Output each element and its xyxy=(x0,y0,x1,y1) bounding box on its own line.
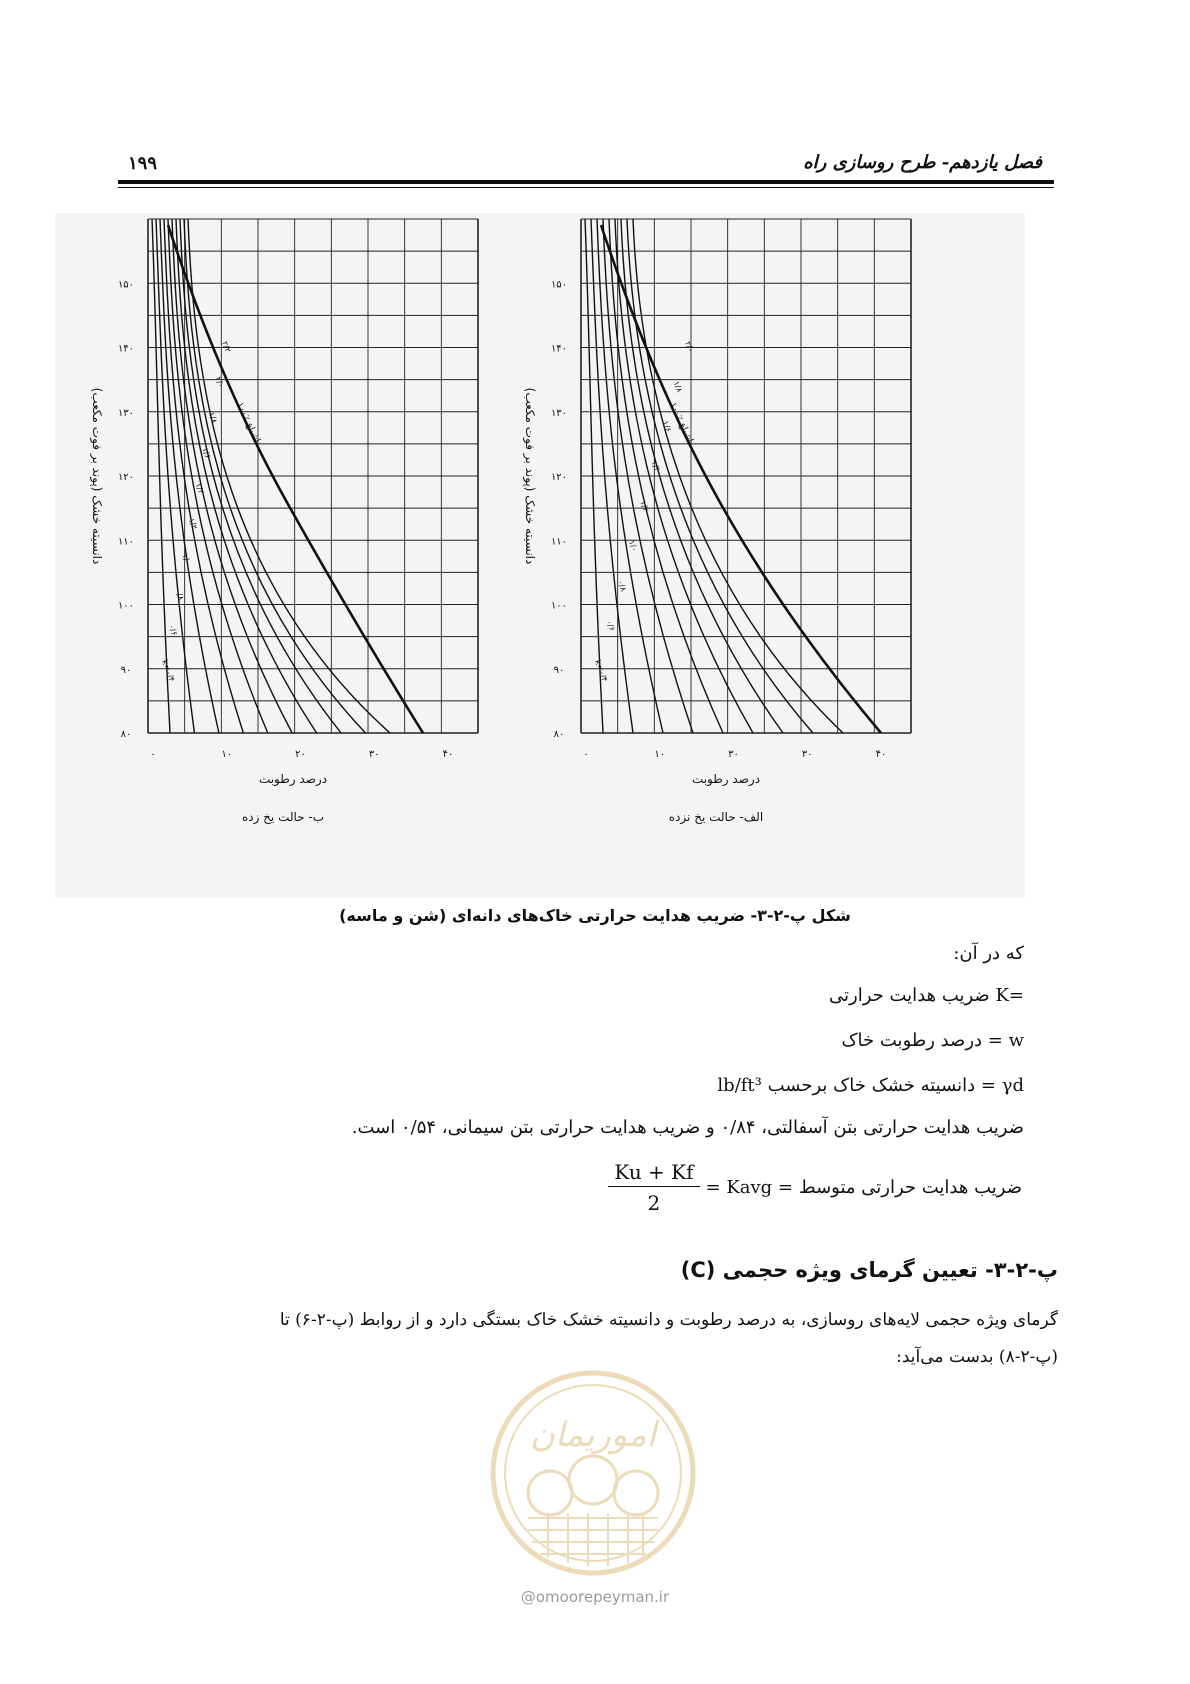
y-tick-label: ۱۲۰ xyxy=(117,472,135,483)
y-tick-label: ۱۰۰ xyxy=(550,600,568,612)
k-curve-label: ۰/۸ xyxy=(615,578,628,593)
y-tick-label: ۱۳۰ xyxy=(550,407,568,419)
k-curve-label: ۱/۲ xyxy=(186,517,200,531)
k-curve-label: ۰/۶ xyxy=(166,623,180,637)
panel-caption: الف- حالت یخ نزده xyxy=(668,810,764,824)
svg-text:اموریمان: اموریمان xyxy=(529,1415,657,1455)
x-axis-label: درصد رطوبت xyxy=(258,772,328,786)
section-body-line1: گرمای ویژه حجمی لایه‌های روسازی، به درصد رطوبت و دانسیته خشک خاک بستگی دارد و از روابط (پ-۲-۶) تا xyxy=(279,1310,1058,1330)
k-curve-label: k=۰/۴ xyxy=(160,658,177,683)
y-tick-label: ۱۳۰ xyxy=(117,407,135,419)
k-curve-label: ۱/۸ xyxy=(671,379,685,394)
k-curve-label: k=۰/۴ xyxy=(593,658,610,683)
saturation-label: ۱۰۰٪ اشباع xyxy=(234,401,262,445)
section-heading: پ-۲-۳- تعیین گرمای ویژه حجمی (C) xyxy=(680,1258,1058,1282)
k-curve-label: ۱/۰ xyxy=(626,539,640,553)
average-conductivity-formula xyxy=(604,1160,1022,1215)
k-curve-label: ۱/۸ xyxy=(206,410,220,425)
x-tick-label: ۱۰ xyxy=(654,749,666,760)
k-curve-label: ۲/۰ xyxy=(683,339,696,354)
saturation-curve xyxy=(168,225,423,733)
k-curve-label: ۱/۲ xyxy=(638,499,651,513)
y-tick-label: ۱۱۰ xyxy=(550,536,568,548)
formula-fraction xyxy=(608,1160,699,1215)
x-tick-label: ۱۰ xyxy=(221,749,233,760)
section-body-line2: (پ-۲-۸) بدست می‌آید: xyxy=(896,1347,1058,1367)
y-axis-label: دانسیته خشک (پوند بر فوت مکعب) xyxy=(523,387,537,565)
y-tick-label: ۱۴۰ xyxy=(550,343,568,355)
k-curve-label: ۰/۸ xyxy=(173,587,186,602)
x-tick-label: ۳۰ xyxy=(801,749,813,760)
formula-numerator: Ku + Kf xyxy=(608,1160,699,1187)
y-tick-label: ۱۱۰ xyxy=(117,536,135,548)
x-tick-label: ۰ xyxy=(150,749,156,760)
k-curve-label: ۲/۲ xyxy=(220,339,233,354)
panel-caption: ب- حالت یخ زده xyxy=(241,810,325,824)
k-curve-label: ۱/۰ xyxy=(180,552,193,567)
k-curve-label: ۱/۴ xyxy=(193,481,206,496)
formula-denominator: 2 xyxy=(647,1191,661,1215)
figure-caption: شکل پ-۲-۳- ضریب هدایت حرارتی خاک‌های دانه‌ای (شن و ماسه) xyxy=(339,906,851,925)
y-tick-label: ۱۰۰ xyxy=(117,600,135,612)
figure-svg xyxy=(55,213,1025,898)
saturation-curve xyxy=(601,225,881,733)
k-curve-label: ۱/۴ xyxy=(649,459,662,474)
watermark-seal xyxy=(488,1368,698,1578)
formula-lhs: = Kavg = xyxy=(705,1177,793,1198)
k-curve-label: ۲/۰ xyxy=(213,375,226,390)
k-curve-label: ۱/۶ xyxy=(660,419,673,434)
x-tick-label: ۴۰ xyxy=(875,749,887,760)
k-curve-label: ۰/۶ xyxy=(604,618,617,633)
watermark-url: @omoorepeyman.ir xyxy=(520,1588,670,1606)
y-tick-label: ۹۰ xyxy=(120,664,132,676)
x-tick-label: ۳۰ xyxy=(728,749,739,760)
x-tick-label: ۲۰ xyxy=(295,749,306,760)
header-rule-thin xyxy=(118,187,1054,188)
x-tick-label: ۰ xyxy=(583,749,589,760)
y-tick-label: ۱۵۰ xyxy=(117,279,135,291)
x-tick-label: ۴۰ xyxy=(442,749,454,760)
seal-logo-icon xyxy=(488,1368,698,1578)
definition-w: w = درصد رطوبت خاک xyxy=(841,1030,1024,1051)
y-tick-label: ۱۵۰ xyxy=(550,279,568,291)
k-curve-label: ۱/۶ xyxy=(200,446,213,460)
x-tick-label: ۳۰ xyxy=(368,749,380,760)
y-tick-label: ۸۰ xyxy=(553,729,565,740)
definitions-intro: که در آن: xyxy=(953,943,1024,964)
formula-label: ضریب هدایت حرارتی متوسط xyxy=(799,1177,1022,1198)
definition-gamma: γd = دانسیته خشک خاک برحسب lb/ft³ xyxy=(717,1075,1024,1096)
x-axis-label: درصد رطوبت xyxy=(691,772,761,786)
concrete-conductivity-text: ضریب هدایت حرارتی بتن آسفالتی، ۰/۸۴ و ضریب هدایت حرارتی بتن سیمانی، ۰/۵۴ است. xyxy=(351,1117,1024,1138)
y-tick-label: ۸۰ xyxy=(120,729,132,740)
definition-k: =K ضریب هدایت حرارتی xyxy=(828,985,1024,1006)
y-tick-label: ۹۰ xyxy=(553,664,565,676)
y-axis-label: دانسیته خشک (پوند بر فوت مکعب) xyxy=(90,387,104,565)
chapter-title: فصل یازدهم- طرح روسازی راه xyxy=(803,152,1042,173)
y-tick-label: ۱۴۰ xyxy=(117,343,135,355)
page-number: ۱۹۹ xyxy=(128,153,158,174)
y-tick-label: ۱۲۰ xyxy=(550,472,568,483)
saturation-label: ۱۰۰٪ اشباع xyxy=(667,401,695,445)
header-rule-thick xyxy=(118,180,1054,184)
conductivity-figure xyxy=(55,213,1025,898)
